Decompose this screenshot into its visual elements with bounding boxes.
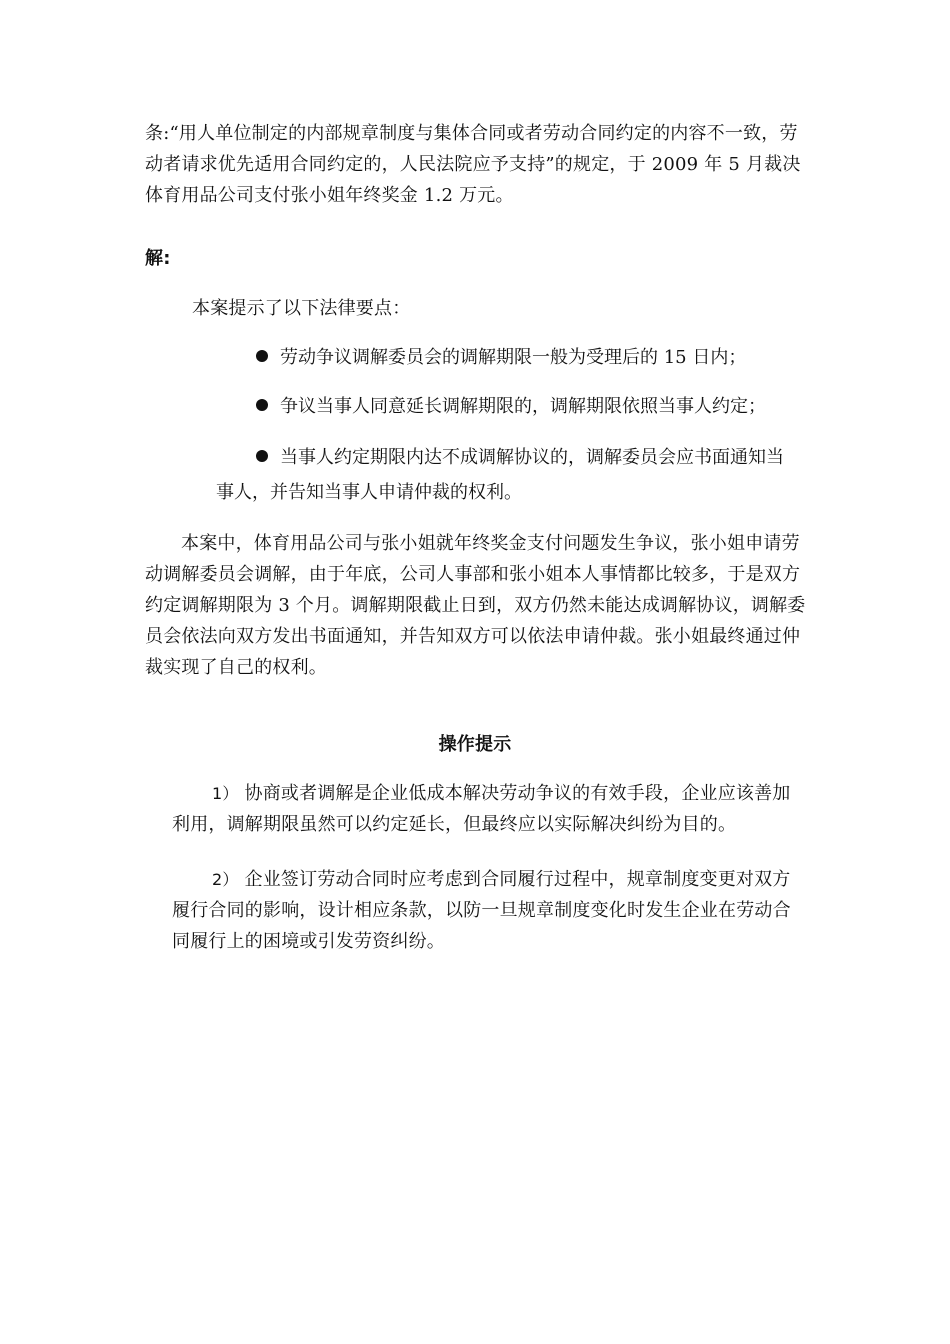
legal-point-text: 争议当事人同意延长调解期限的，调解期限依照当事人约定； bbox=[280, 396, 766, 417]
legal-point-2 bbox=[256, 391, 766, 422]
tip-text: 企业签订劳动合同时应考虑到合同履行过程中，规章制度变更对双方履行合同的影响，设计相应条款，以防一旦规章制度变化时发生企业在劳动合同履行上的困境或引发劳资纠纷。 bbox=[172, 869, 791, 952]
points-intro: 本案提示了以下法律要点： bbox=[192, 298, 411, 319]
legal-point-1 bbox=[256, 342, 746, 373]
tip-number: 2） bbox=[212, 870, 239, 889]
bullet-icon bbox=[256, 399, 268, 411]
tip-item-2 bbox=[172, 864, 808, 957]
case-analysis-paragraph: 本案中，体育用品公司与张小姐就年终奖金支付问题发生争议，张小姐申请劳动调解委员会调解，由于年底，公司人事部和张小姐本人事情都比较多，于是双方约定调解期限为 3 个月。调解期限截止日到，双方仍然未能达成调解协议，调解委员会依法向双方发出书面通知，并告知双方可以依法申请仲裁。张小姐最终通过仲裁实现了自己的权利。 bbox=[145, 533, 806, 678]
bullet-icon bbox=[256, 450, 268, 462]
legal-point-text: 劳动争议调解委员会的调解期限一般为受理后的 15 日内； bbox=[280, 347, 747, 368]
intro-paragraph: 条:“用人单位制定的内部规章制度与集体合同或者劳动合同约定的内容不一致，劳动者请求优先适用合同约定的，人民法院应予支持”的规定，于 2009 年 5 月裁决体育用品公司支付张小姐年终奖金 1.2 万元。 bbox=[145, 123, 801, 206]
bullet-icon bbox=[256, 350, 268, 362]
tip-text: 协商或者调解是企业低成本解决劳动争议的有效手段，企业应该善加利用，调解期限虽然可以约定延长，但最终应以实际解决纠纷为目的。 bbox=[172, 783, 791, 835]
legal-point-3 bbox=[256, 442, 816, 473]
legal-point-text: 当事人约定期限内达不成调解协议的，调解委员会应书面通知当 bbox=[280, 447, 784, 468]
tip-item-1 bbox=[172, 778, 808, 840]
tips-heading: 操作提示 bbox=[438, 734, 512, 755]
answer-label: 解: bbox=[145, 248, 171, 269]
legal-point-3-continuation: 事人，并告知当事人申请仲裁的权利。 bbox=[216, 482, 522, 503]
tip-number: 1） bbox=[212, 784, 239, 803]
